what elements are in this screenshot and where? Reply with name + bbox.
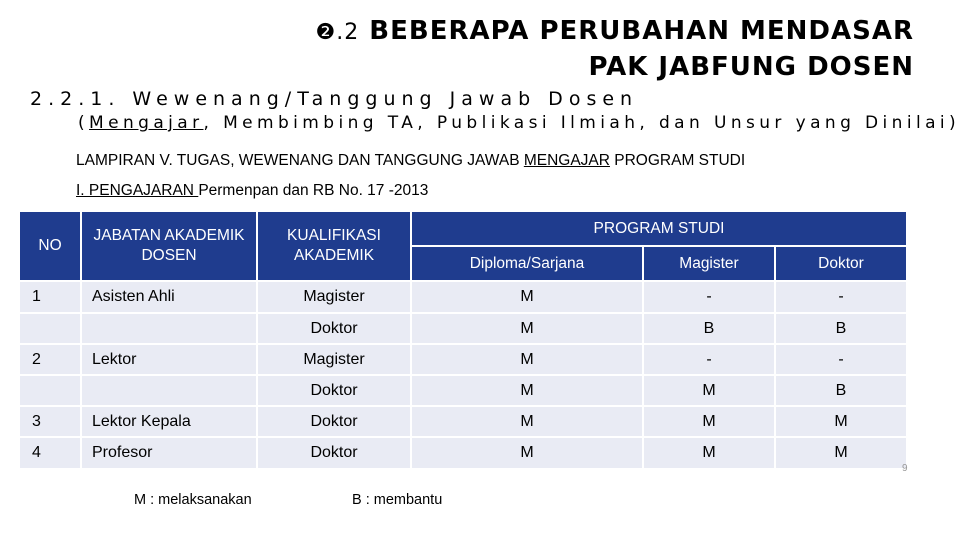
lampiran-heading xyxy=(76,152,745,170)
lampiran-underlined: MENGAJAR xyxy=(523,152,610,169)
cell-magister: - xyxy=(706,288,712,305)
pengajaran-heading xyxy=(76,182,428,200)
legend-m: M : melaksanakan xyxy=(134,492,252,508)
cell-doktor: B xyxy=(835,320,847,337)
cell-doktor: M xyxy=(834,444,848,461)
header-program-studi: PROGRAM STUDI xyxy=(412,212,906,245)
cell-magister: B xyxy=(703,320,715,337)
cell-kualifikasi: Doktor xyxy=(310,320,358,337)
subtitle-open-paren: ( xyxy=(78,113,90,133)
cell-magister: - xyxy=(706,351,712,368)
subtitle-line-2 xyxy=(78,113,960,133)
table-row xyxy=(20,407,906,437)
cell-jabatan: Lektor Kepala xyxy=(92,413,191,430)
cell-kualifikasi: Magister xyxy=(303,351,365,368)
pengajaran-underlined: I. PENGAJARAN xyxy=(76,182,199,199)
title-line-2: PAK JABFUNG DOSEN xyxy=(588,52,914,82)
title-line-1: BEBERAPA PERUBAHAN MENDASAR xyxy=(369,16,914,46)
cell-magister: M xyxy=(702,444,716,461)
cell-diploma: M xyxy=(520,351,534,368)
header-jabatan: JABATAN AKADEMIK DOSEN xyxy=(82,212,256,280)
cell-jabatan: Asisten Ahli xyxy=(92,288,175,305)
page-number: 9 xyxy=(902,463,908,474)
cell-doktor: - xyxy=(838,288,844,305)
cell-diploma: M xyxy=(520,288,534,305)
cell-diploma: M xyxy=(520,320,534,337)
cell-kualifikasi: Doktor xyxy=(310,382,358,399)
header-diploma: Diploma/Sarjana xyxy=(412,247,642,280)
pengajaran-rest: Permenpan dan RB No. 17 -2013 xyxy=(198,182,429,199)
cell-no: 2 xyxy=(32,351,41,368)
subtitle-rest: , Membimbing TA, Publikasi Ilmiah, dan Unsur yang Dinilai) xyxy=(203,113,960,133)
table-row xyxy=(20,345,906,375)
slide-title xyxy=(316,14,914,84)
cell-no: 3 xyxy=(32,413,41,430)
cell-kualifikasi: Doktor xyxy=(310,444,358,461)
subtitle-line-1: 2.2.1. Wewenang/Tanggung Jawab Dosen xyxy=(30,88,639,110)
cell-jabatan: Profesor xyxy=(92,444,153,461)
cell-doktor: - xyxy=(838,351,844,368)
section-number: ❷.2 xyxy=(315,20,360,45)
table-row xyxy=(20,314,906,344)
table-row xyxy=(20,282,906,312)
cell-doktor: M xyxy=(834,413,848,430)
cell-magister: M xyxy=(702,382,716,399)
cell-kualifikasi: Magister xyxy=(303,288,365,305)
cell-kualifikasi: Doktor xyxy=(310,413,358,430)
cell-no: 4 xyxy=(32,444,41,461)
legend-b: B : membantu xyxy=(352,492,443,508)
table-row xyxy=(20,376,906,406)
cell-magister: M xyxy=(702,413,716,430)
cell-no: 1 xyxy=(32,288,41,305)
header-no: NO xyxy=(20,212,80,280)
cell-doktor: B xyxy=(835,382,847,399)
subtitle-underlined-word: Mengajar xyxy=(89,113,204,133)
header-magister: Magister xyxy=(644,247,774,280)
cell-jabatan: Lektor xyxy=(92,351,137,368)
lampiran-prefix: LAMPIRAN V. TUGAS, WEWENANG DAN TANGGUNG JAWAB xyxy=(76,152,524,169)
lampiran-suffix: PROGRAM STUDI xyxy=(609,152,746,169)
cell-diploma: M xyxy=(520,444,534,461)
cell-diploma: M xyxy=(520,413,534,430)
table-row xyxy=(20,438,906,468)
header-kualifikasi: KUALIFIKASI AKADEMIK xyxy=(258,212,410,280)
cell-diploma: M xyxy=(520,382,534,399)
header-doktor: Doktor xyxy=(776,247,906,280)
